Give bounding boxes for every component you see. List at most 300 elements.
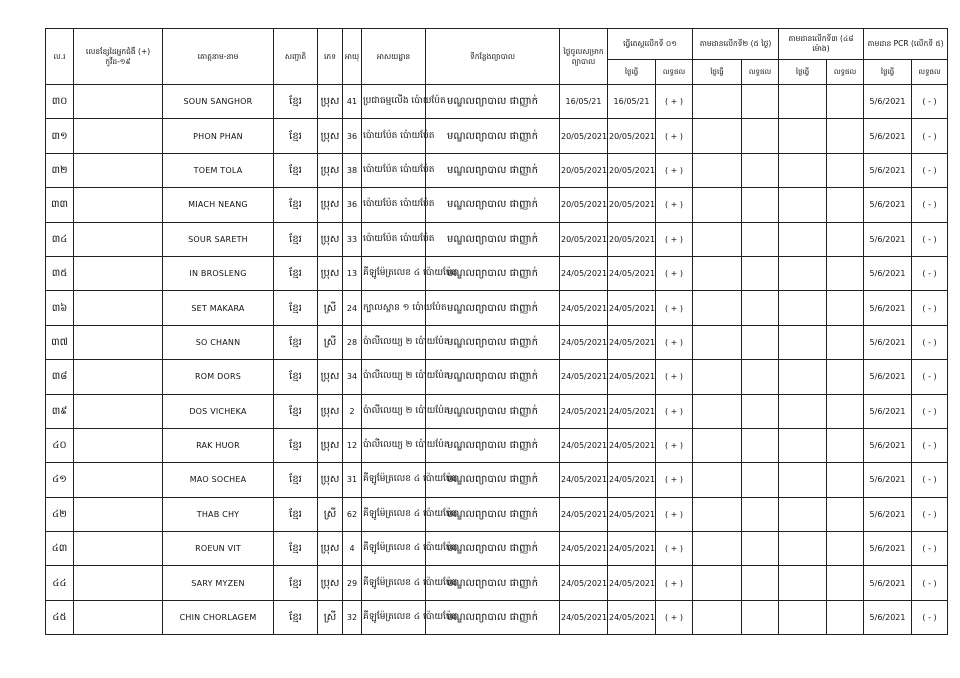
- cell-test2-result: [742, 222, 779, 256]
- cell-nationality: ខ្មែរ: [274, 153, 318, 187]
- cell-age: 28: [343, 325, 362, 359]
- subheader-result: លទ្ធផល: [912, 60, 948, 85]
- cell-name: CHIN CHORLAGEM: [163, 600, 274, 634]
- header-test-2: តាមដានលើកទី២ (៥ ថ្ងៃ): [693, 29, 779, 60]
- cell-admission-date: 20/05/2021: [560, 153, 608, 187]
- cell-age: 33: [343, 222, 362, 256]
- header-test-1: ធ្វើតេស្តលើកទី ០១: [608, 29, 693, 60]
- cell-address: គីឡូម៉ែត្រលេខ ៤ ប៉ោយប៉ែត: [362, 463, 426, 497]
- cell-test2-date: [693, 532, 742, 566]
- cell-test3-date: [779, 600, 827, 634]
- cell-admission-date: 24/05/2021: [560, 256, 608, 290]
- cell-name: SOUN SANGHOR: [163, 85, 274, 119]
- cell-sex: ប្រុស: [318, 360, 343, 394]
- cell-test1-date: 24/05/2021: [608, 360, 656, 394]
- cell-test1-date: 20/05/2021: [608, 188, 656, 222]
- cell-pcr-result: ( - ): [912, 428, 948, 462]
- cell-sex: ប្រុស: [318, 463, 343, 497]
- cell-admission-date: 24/05/2021: [560, 428, 608, 462]
- cell-pcr-date: 5/6/2021: [864, 256, 912, 290]
- cell-age: 36: [343, 188, 362, 222]
- cell-nationality: ខ្មែរ: [274, 325, 318, 359]
- cell-nationality: ខ្មែរ: [274, 256, 318, 290]
- table-row: [46, 325, 948, 359]
- cell-bracelet: [74, 119, 163, 153]
- table-row: [46, 256, 948, 290]
- cell-test3-date: [779, 566, 827, 600]
- cell-test1-result: ( + ): [656, 532, 693, 566]
- cell-test1-result: ( + ): [656, 291, 693, 325]
- table-row: [46, 428, 948, 462]
- cell-address: គីឡូម៉ែត្រលេខ ៤ ប៉ោយប៉ែត: [362, 256, 426, 290]
- cell-pcr-date: 5/6/2021: [864, 153, 912, 187]
- cell-treatment-place: មណ្ឌលព្យាបាល ផាញ្ញាក់: [426, 394, 560, 428]
- cell-pcr-date: 5/6/2021: [864, 360, 912, 394]
- cell-test1-date: 24/05/2021: [608, 463, 656, 497]
- cell-test1-result: ( + ): [656, 119, 693, 153]
- cell-nationality: ខ្មែរ: [274, 463, 318, 497]
- cell-pcr-result: ( - ): [912, 532, 948, 566]
- cell-test1-result: ( + ): [656, 85, 693, 119]
- cell-pcr-result: ( - ): [912, 153, 948, 187]
- cell-admission-date: 24/05/2021: [560, 291, 608, 325]
- cell-treatment-place: មណ្ឌលព្យាបាល ផាញ្ញាក់: [426, 600, 560, 634]
- cell-test1-date: 24/05/2021: [608, 497, 656, 531]
- cell-age: 36: [343, 119, 362, 153]
- header-name: គោត្តនាម-នាម: [163, 29, 274, 85]
- table-row: [46, 222, 948, 256]
- cell-nationality: ខ្មែរ: [274, 222, 318, 256]
- subheader-date: ថ្ងៃធ្វើ: [608, 60, 656, 85]
- cell-bracelet: [74, 325, 163, 359]
- cell-test3-date: [779, 360, 827, 394]
- cell-pcr-date: 5/6/2021: [864, 497, 912, 531]
- table-row: [46, 153, 948, 187]
- cell-test1-result: ( + ): [656, 428, 693, 462]
- cell-test2-date: [693, 291, 742, 325]
- cell-age: 31: [343, 463, 362, 497]
- cell-test1-date: 20/05/2021: [608, 222, 656, 256]
- cell-test1-result: ( + ): [656, 497, 693, 531]
- cell-no: ៣៤: [46, 222, 74, 256]
- cell-test3-result: [827, 360, 864, 394]
- cell-test2-result: [742, 360, 779, 394]
- cell-name: ROM DORS: [163, 360, 274, 394]
- cell-test2-result: [742, 532, 779, 566]
- cell-age: 41: [343, 85, 362, 119]
- cell-age: 29: [343, 566, 362, 600]
- cell-nationality: ខ្មែរ: [274, 394, 318, 428]
- cell-bracelet: [74, 291, 163, 325]
- cell-bracelet: [74, 256, 163, 290]
- cell-treatment-place: មណ្ឌលព្យាបាល ផាញ្ញាក់: [426, 222, 560, 256]
- cell-pcr-date: 5/6/2021: [864, 428, 912, 462]
- header-nationality: សញ្ជាតិ: [274, 29, 318, 85]
- cell-sex: ស្រី: [318, 325, 343, 359]
- table-row: [46, 497, 948, 531]
- cell-pcr-result: ( - ): [912, 256, 948, 290]
- cell-pcr-date: 5/6/2021: [864, 394, 912, 428]
- table-body: [46, 85, 948, 635]
- cell-nationality: ខ្មែរ: [274, 428, 318, 462]
- cell-test2-date: [693, 463, 742, 497]
- cell-bracelet: [74, 532, 163, 566]
- cell-test3-date: [779, 325, 827, 359]
- cell-sex: ប្រុស: [318, 428, 343, 462]
- subheader-result: លទ្ធផល: [742, 60, 779, 85]
- cell-no: ៣៥: [46, 256, 74, 290]
- cell-name: THAB CHY: [163, 497, 274, 531]
- cell-test1-result: ( + ): [656, 600, 693, 634]
- cell-test1-result: ( + ): [656, 325, 693, 359]
- cell-name: TOEM TOLA: [163, 153, 274, 187]
- cell-age: 34: [343, 360, 362, 394]
- cell-test3-date: [779, 188, 827, 222]
- cell-admission-date: 24/05/2021: [560, 360, 608, 394]
- cell-treatment-place: មណ្ឌលព្យាបាល ផាញ្ញាក់: [426, 497, 560, 531]
- cell-pcr-result: ( - ): [912, 188, 948, 222]
- cell-no: ៤៤: [46, 566, 74, 600]
- cell-test1-date: 24/05/2021: [608, 566, 656, 600]
- header-admission-date: ថ្ងៃចូលសម្រាកព្យាបាល: [560, 29, 608, 85]
- cell-age: 38: [343, 153, 362, 187]
- cell-no: ៤០: [46, 428, 74, 462]
- table-row: [46, 85, 948, 119]
- cell-test3-result: [827, 325, 864, 359]
- cell-test3-date: [779, 153, 827, 187]
- cell-test1-date: 24/05/2021: [608, 600, 656, 634]
- cell-admission-date: 20/05/2021: [560, 188, 608, 222]
- cell-age: 2: [343, 394, 362, 428]
- cell-treatment-place: មណ្ឌលព្យាបាល ផាញ្ញាក់: [426, 360, 560, 394]
- cell-test3-date: [779, 222, 827, 256]
- cell-treatment-place: មណ្ឌលព្យាបាល ផាញ្ញាក់: [426, 532, 560, 566]
- cell-address: ប៉ាលីលេយ្យ ២ ប៉ោយប៉ែត: [362, 360, 426, 394]
- cell-test1-date: 24/05/2021: [608, 394, 656, 428]
- cell-pcr-result: ( - ): [912, 566, 948, 600]
- cell-address: ប៉ាលីលេយ្យ ២ ប៉ោយប៉ែត: [362, 428, 426, 462]
- cell-admission-date: 24/05/2021: [560, 497, 608, 531]
- cell-test3-date: [779, 256, 827, 290]
- subheader-date: ថ្ងៃធ្វើ: [779, 60, 827, 85]
- cell-age: 24: [343, 291, 362, 325]
- cell-address: គីឡូម៉ែត្រលេខ ៤ ប៉ោយប៉ែត: [362, 600, 426, 634]
- cell-sex: ប្រុស: [318, 222, 343, 256]
- cell-admission-date: 24/05/2021: [560, 532, 608, 566]
- table-row: [46, 188, 948, 222]
- cell-test1-result: ( + ): [656, 256, 693, 290]
- cell-bracelet: [74, 188, 163, 222]
- cell-address: ប្រជាធម្មលើង ប៉ោយប៉ែត: [362, 85, 426, 119]
- cell-name: SET MAKARA: [163, 291, 274, 325]
- cell-no: ៣៦: [46, 291, 74, 325]
- cell-test3-date: [779, 497, 827, 531]
- cell-test3-result: [827, 85, 864, 119]
- cell-test2-date: [693, 119, 742, 153]
- header-pcr: តាមដាន PCR (លើកទី ៥): [864, 29, 948, 60]
- cell-name: PHON PHAN: [163, 119, 274, 153]
- table-row: [46, 394, 948, 428]
- cell-test2-result: [742, 291, 779, 325]
- table-row: [46, 566, 948, 600]
- cell-test1-date: 24/05/2021: [608, 256, 656, 290]
- cell-test2-result: [742, 394, 779, 428]
- table-row: [46, 360, 948, 394]
- cell-pcr-result: ( - ): [912, 325, 948, 359]
- cell-test2-result: [742, 119, 779, 153]
- cell-bracelet: [74, 463, 163, 497]
- cell-admission-date: 24/05/2021: [560, 463, 608, 497]
- cell-test1-result: ( + ): [656, 394, 693, 428]
- cell-name: SOUR SARETH: [163, 222, 274, 256]
- cell-bracelet: [74, 600, 163, 634]
- cell-treatment-place: មណ្ឌលព្យាបាល ផាញ្ញាក់: [426, 256, 560, 290]
- cell-test3-date: [779, 428, 827, 462]
- cell-test3-result: [827, 222, 864, 256]
- cell-bracelet: [74, 497, 163, 531]
- cell-test2-result: [742, 463, 779, 497]
- cell-pcr-date: 5/6/2021: [864, 566, 912, 600]
- cell-pcr-date: 5/6/2021: [864, 188, 912, 222]
- cell-test3-date: [779, 463, 827, 497]
- cell-pcr-date: 5/6/2021: [864, 463, 912, 497]
- cell-test1-result: ( + ): [656, 463, 693, 497]
- cell-test1-result: ( + ): [656, 566, 693, 600]
- cell-test1-date: 20/05/2021: [608, 153, 656, 187]
- header-no: ល.រ: [46, 29, 74, 85]
- cell-pcr-result: ( - ): [912, 222, 948, 256]
- cell-test2-result: [742, 428, 779, 462]
- cell-test3-result: [827, 188, 864, 222]
- cell-age: 4: [343, 532, 362, 566]
- cell-address: គីឡូម៉ែត្រលេខ ៤ ប៉ោយប៉ែត: [362, 497, 426, 531]
- cell-sex: ស្រី: [318, 600, 343, 634]
- cell-pcr-date: 5/6/2021: [864, 600, 912, 634]
- cell-sex: ប្រុស: [318, 532, 343, 566]
- cell-bracelet: [74, 394, 163, 428]
- cell-address: ប៉ាលីលេយ្យ ២ ប៉ោយប៉ែត: [362, 394, 426, 428]
- cell-test2-result: [742, 600, 779, 634]
- patient-table: [45, 28, 948, 635]
- cell-address: ប៉ោយប៉ែត ប៉ោយប៉ែត: [362, 153, 426, 187]
- cell-name: MAO SOCHEA: [163, 463, 274, 497]
- cell-address: គីឡូម៉ែត្រលេខ ៤ ប៉ោយប៉ែត: [362, 532, 426, 566]
- cell-test2-date: [693, 325, 742, 359]
- cell-pcr-date: 5/6/2021: [864, 85, 912, 119]
- cell-bracelet: [74, 360, 163, 394]
- header-age: អាយុ: [343, 29, 362, 85]
- cell-test1-result: ( + ): [656, 360, 693, 394]
- cell-sex: ប្រុស: [318, 566, 343, 600]
- cell-test2-result: [742, 256, 779, 290]
- cell-nationality: ខ្មែរ: [274, 360, 318, 394]
- cell-admission-date: 24/05/2021: [560, 566, 608, 600]
- cell-test1-date: 24/05/2021: [608, 325, 656, 359]
- cell-admission-date: 24/05/2021: [560, 600, 608, 634]
- cell-test2-date: [693, 222, 742, 256]
- cell-sex: ប្រុស: [318, 394, 343, 428]
- cell-test1-result: ( + ): [656, 153, 693, 187]
- cell-no: ៤៣: [46, 532, 74, 566]
- cell-no: ៤១: [46, 463, 74, 497]
- cell-no: ៣០: [46, 85, 74, 119]
- cell-treatment-place: មណ្ឌលព្យាបាល ផាញ្ញាក់: [426, 85, 560, 119]
- header-bracelet: លេខខ្សែដៃអ្នកជំងឺ (+) កូវីដ-១៩: [74, 29, 163, 85]
- cell-age: 32: [343, 600, 362, 634]
- cell-address: គីឡូម៉ែត្រលេខ ៤ ប៉ោយប៉ែត: [362, 566, 426, 600]
- cell-address: ប៉ោយប៉ែត ប៉ោយប៉ែត: [362, 188, 426, 222]
- cell-sex: ស្រី: [318, 497, 343, 531]
- table-row: [46, 532, 948, 566]
- cell-test3-date: [779, 85, 827, 119]
- cell-test3-result: [827, 497, 864, 531]
- subheader-result: លទ្ធផល: [827, 60, 864, 85]
- cell-nationality: ខ្មែរ: [274, 497, 318, 531]
- cell-test2-date: [693, 428, 742, 462]
- cell-test3-result: [827, 600, 864, 634]
- cell-test3-date: [779, 532, 827, 566]
- cell-name: DOS VICHEKA: [163, 394, 274, 428]
- cell-name: IN BROSLENG: [163, 256, 274, 290]
- cell-test1-result: ( + ): [656, 222, 693, 256]
- cell-no: ៣២: [46, 153, 74, 187]
- cell-pcr-date: 5/6/2021: [864, 325, 912, 359]
- table-row: [46, 463, 948, 497]
- cell-treatment-place: មណ្ឌលព្យាបាល ផាញ្ញាក់: [426, 566, 560, 600]
- cell-sex: ប្រុស: [318, 119, 343, 153]
- cell-pcr-date: 5/6/2021: [864, 532, 912, 566]
- subheader-result: លទ្ធផល: [656, 60, 693, 85]
- cell-bracelet: [74, 85, 163, 119]
- cell-test3-result: [827, 119, 864, 153]
- cell-test3-result: [827, 566, 864, 600]
- cell-treatment-place: មណ្ឌលព្យាបាល ផាញ្ញាក់: [426, 463, 560, 497]
- cell-nationality: ខ្មែរ: [274, 119, 318, 153]
- cell-nationality: ខ្មែរ: [274, 532, 318, 566]
- cell-sex: ប្រុស: [318, 153, 343, 187]
- cell-admission-date: 20/05/2021: [560, 222, 608, 256]
- cell-treatment-place: មណ្ឌលព្យាបាល ផាញ្ញាក់: [426, 428, 560, 462]
- table-row: [46, 291, 948, 325]
- cell-test1-date: 24/05/2021: [608, 291, 656, 325]
- cell-treatment-place: មណ្ឌលព្យាបាល ផាញ្ញាក់: [426, 153, 560, 187]
- cell-no: ៣១: [46, 119, 74, 153]
- cell-pcr-result: ( - ): [912, 119, 948, 153]
- cell-test2-date: [693, 85, 742, 119]
- cell-test1-date: 24/05/2021: [608, 532, 656, 566]
- cell-name: SO CHANN: [163, 325, 274, 359]
- cell-admission-date: 20/05/2021: [560, 119, 608, 153]
- cell-pcr-result: ( - ): [912, 463, 948, 497]
- cell-test3-result: [827, 463, 864, 497]
- cell-test2-result: [742, 497, 779, 531]
- cell-test1-result: ( + ): [656, 188, 693, 222]
- cell-address: ប៉ោយប៉ែត ប៉ោយប៉ែត: [362, 119, 426, 153]
- cell-test3-date: [779, 291, 827, 325]
- cell-pcr-result: ( - ): [912, 360, 948, 394]
- cell-test3-result: [827, 291, 864, 325]
- cell-pcr-result: ( - ): [912, 600, 948, 634]
- cell-test2-date: [693, 600, 742, 634]
- subheader-date: ថ្ងៃធ្វើ: [864, 60, 912, 85]
- cell-test2-date: [693, 256, 742, 290]
- cell-treatment-place: មណ្ឌលព្យាបាល ផាញ្ញាក់: [426, 325, 560, 359]
- cell-nationality: ខ្មែរ: [274, 85, 318, 119]
- cell-age: 13: [343, 256, 362, 290]
- cell-no: ៤២: [46, 497, 74, 531]
- header-test-3: តាមដានលើកទី៣ (៤៨ ម៉ោង): [779, 29, 864, 60]
- header-address: អាសយដ្ឋាន: [362, 29, 426, 85]
- cell-nationality: ខ្មែរ: [274, 600, 318, 634]
- cell-address: ក្បាលស្ពាន ១ ប៉ោយប៉ែត: [362, 291, 426, 325]
- cell-test1-date: 24/05/2021: [608, 428, 656, 462]
- cell-sex: ប្រុស: [318, 188, 343, 222]
- cell-test2-date: [693, 360, 742, 394]
- cell-treatment-place: មណ្ឌលព្យាបាល ផាញ្ញាក់: [426, 119, 560, 153]
- table-row: [46, 600, 948, 634]
- table-header: [46, 29, 948, 85]
- cell-test2-date: [693, 394, 742, 428]
- cell-name: SARY MYZEN: [163, 566, 274, 600]
- cell-nationality: ខ្មែរ: [274, 291, 318, 325]
- cell-sex: ស្រី: [318, 291, 343, 325]
- subheader-date: ថ្ងៃធ្វើ: [693, 60, 742, 85]
- cell-treatment-place: មណ្ឌលព្យាបាល ផាញ្ញាក់: [426, 188, 560, 222]
- cell-test2-date: [693, 497, 742, 531]
- cell-no: ៣៣: [46, 188, 74, 222]
- cell-bracelet: [74, 222, 163, 256]
- cell-address: ប៉ាលីលេយ្យ ២ ប៉ោយប៉ែត: [362, 325, 426, 359]
- cell-test3-result: [827, 153, 864, 187]
- cell-pcr-date: 5/6/2021: [864, 291, 912, 325]
- cell-pcr-date: 5/6/2021: [864, 119, 912, 153]
- cell-sex: ប្រុស: [318, 85, 343, 119]
- cell-test3-result: [827, 256, 864, 290]
- cell-bracelet: [74, 153, 163, 187]
- cell-test2-result: [742, 188, 779, 222]
- cell-no: ៣៧: [46, 325, 74, 359]
- cell-test3-result: [827, 394, 864, 428]
- cell-test3-date: [779, 119, 827, 153]
- cell-test2-result: [742, 153, 779, 187]
- cell-age: 12: [343, 428, 362, 462]
- cell-test3-date: [779, 394, 827, 428]
- cell-test3-result: [827, 428, 864, 462]
- cell-test2-result: [742, 85, 779, 119]
- cell-pcr-result: ( - ): [912, 85, 948, 119]
- cell-address: ប៉ោយប៉ែត ប៉ោយប៉ែត: [362, 222, 426, 256]
- cell-name: RAK HUOR: [163, 428, 274, 462]
- table-row: [46, 119, 948, 153]
- cell-admission-date: 16/05/21: [560, 85, 608, 119]
- cell-bracelet: [74, 428, 163, 462]
- cell-treatment-place: មណ្ឌលព្យាបាល ផាញ្ញាក់: [426, 291, 560, 325]
- cell-admission-date: 24/05/2021: [560, 394, 608, 428]
- cell-no: ៣៨: [46, 360, 74, 394]
- cell-age: 62: [343, 497, 362, 531]
- cell-nationality: ខ្មែរ: [274, 188, 318, 222]
- cell-pcr-date: 5/6/2021: [864, 222, 912, 256]
- cell-no: ៣៩: [46, 394, 74, 428]
- cell-pcr-result: ( - ): [912, 291, 948, 325]
- cell-test2-date: [693, 188, 742, 222]
- cell-test1-date: 20/05/2021: [608, 119, 656, 153]
- cell-no: ៤៥: [46, 600, 74, 634]
- header-sex: ភេទ: [318, 29, 343, 85]
- cell-test2-date: [693, 566, 742, 600]
- cell-sex: ប្រុស: [318, 256, 343, 290]
- cell-test2-result: [742, 566, 779, 600]
